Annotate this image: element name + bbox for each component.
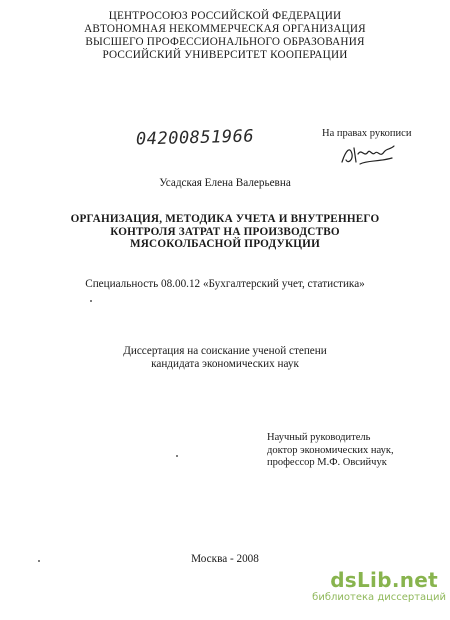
degree-line-1: Диссертация на соискание ученой степени (123, 345, 327, 357)
title-line-1: ОРГАНИЗАЦИЯ, МЕТОДИКА УЧЕТА И ВНУТРЕННЕГО (70, 213, 380, 225)
signature-icon (338, 140, 398, 170)
title-line-2: КОНТРОЛЯ ЗАТРАТ НА ПРОИЗВОДСТВО (110, 225, 340, 238)
advisor-line-2: доктор экономических наук, (267, 444, 394, 456)
org-line-3: ВЫСШЕГО ПРОФЕССИОНАЛЬНОГО ОБРАЗОВАНИЯ (85, 36, 365, 48)
degree-line-2: кандидата экономических наук (151, 357, 299, 370)
watermark-logo: dsLib.net (330, 568, 438, 592)
specialty: Специальность 08.00.12 «Бухгалтерский учет, статистика» (85, 278, 365, 290)
scan-speck (90, 300, 92, 302)
org-line-1: ЦЕНТРОСОЮЗ РОССИЙСКОЙ ФЕДЕРАЦИИ (108, 10, 342, 22)
scan-speck (176, 455, 178, 457)
org-line-4: РОССИЙСКИЙ УНИВЕРСИТЕТ КООПЕРАЦИИ (102, 49, 348, 61)
watermark-subtitle: библиотека диссертаций (312, 592, 446, 603)
author-name: Усадская Елена Валерьевна (159, 177, 291, 189)
organization-header (0, 10, 450, 62)
dslib-watermark (296, 569, 446, 603)
scientific-advisor (267, 432, 394, 470)
advisor-line-1: Научный руководитель (267, 432, 371, 443)
registration-number: 04200851966 (135, 126, 255, 150)
title-line-3: МЯСОКОЛБАСНОЙ ПРОДУКЦИИ (130, 238, 320, 250)
city-year: Москва - 2008 (191, 553, 259, 565)
dissertation-title (0, 213, 450, 251)
degree-statement (0, 345, 450, 370)
org-line-2: АВТОНОМНАЯ НЕКОММЕРЧЕСКАЯ ОРГАНИЗАЦИЯ (84, 23, 366, 35)
advisor-line-3: профессор М.Ф. Овсийчук (267, 457, 387, 468)
rights-note: На правах рукописи (322, 128, 412, 139)
